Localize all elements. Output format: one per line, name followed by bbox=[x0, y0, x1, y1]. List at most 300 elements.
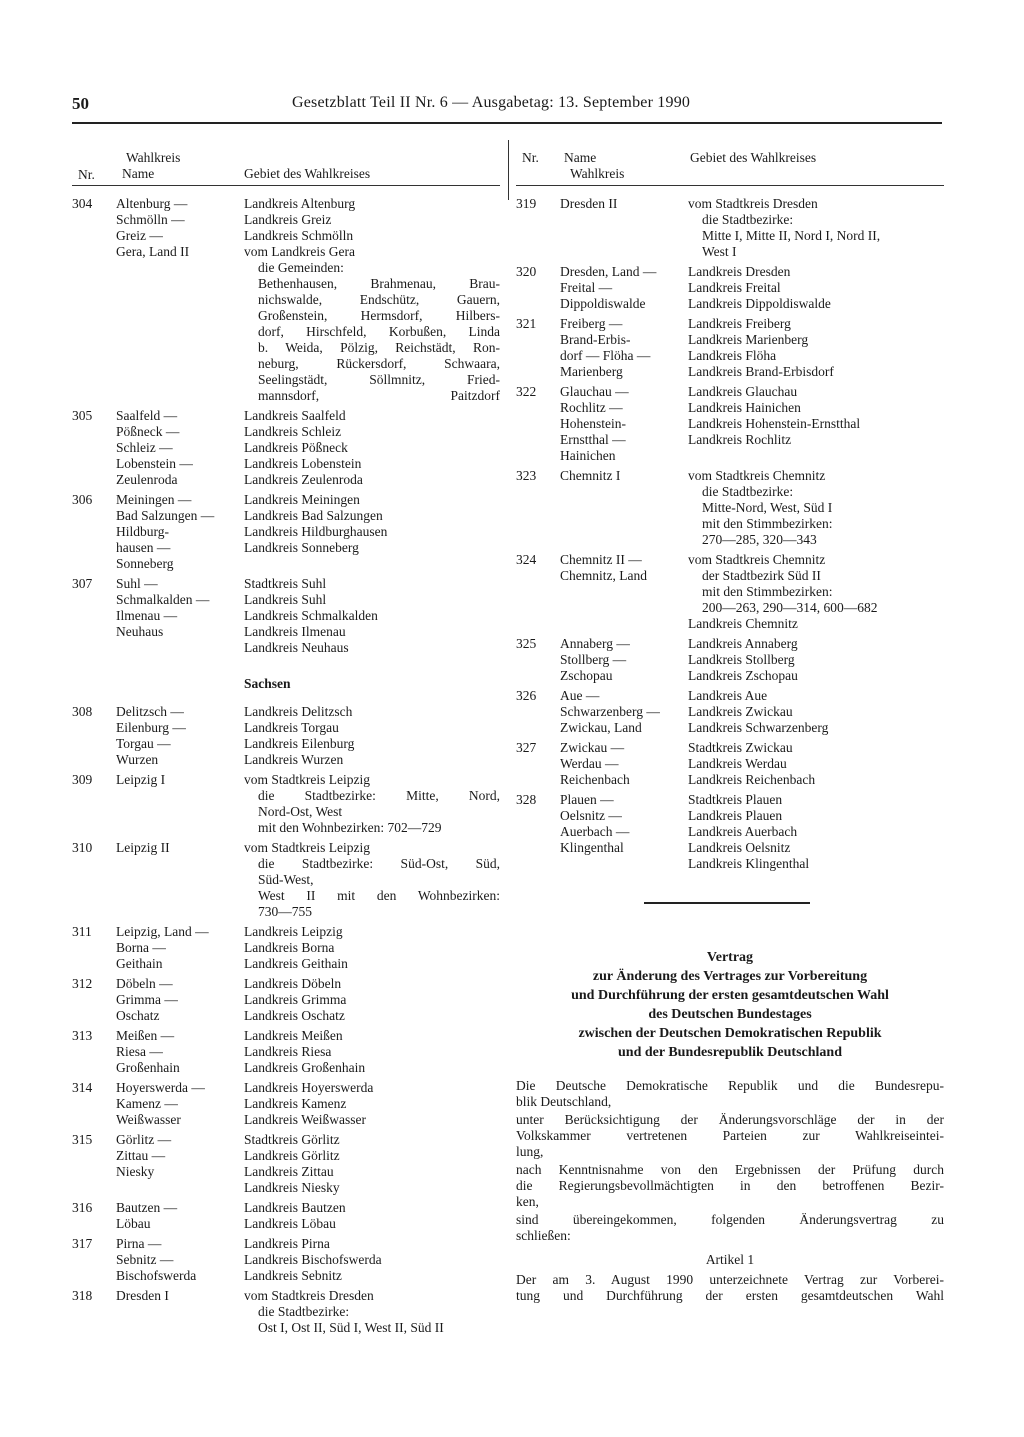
gebiet-line: Stadtkreis Görlitz bbox=[244, 1132, 340, 1147]
wahlkreis-line: Lobenstein — bbox=[116, 456, 193, 471]
gebiet-line: vom Stadtkreis Chemnitz bbox=[688, 468, 826, 483]
wahlkreis-line: Sonneberg bbox=[116, 556, 174, 571]
gebiet-line: Landkreis Werdau bbox=[688, 756, 787, 771]
gebiet-line: dorf, Hirschfeld, Korbußen, Linda bbox=[258, 324, 500, 339]
gebiet-line: die Stadtbezirke: bbox=[258, 1304, 350, 1319]
gebiet-line: Landkreis Hainichen bbox=[688, 400, 801, 415]
gebiet-text bbox=[244, 1080, 500, 1128]
gebiet-line: Landkreis Großenhain bbox=[244, 1060, 366, 1075]
gebiet-line: Landkreis Suhl bbox=[244, 592, 327, 607]
row-number: 308 bbox=[72, 704, 93, 719]
row-number: 313 bbox=[72, 1028, 93, 1043]
gebiet-line: Landkreis Chemnitz bbox=[688, 616, 798, 631]
gebiet-line: Landkreis Ilmenau bbox=[244, 624, 346, 639]
wahlkreis-line: Ernstthal — bbox=[560, 432, 626, 447]
gebiet-line: der Stadtbezirk Süd II bbox=[702, 568, 821, 583]
row-number: 323 bbox=[516, 468, 537, 483]
gebiet-text bbox=[688, 316, 944, 380]
table-row bbox=[516, 688, 944, 736]
gebiet-text bbox=[688, 384, 944, 464]
row-number: 307 bbox=[72, 576, 93, 591]
right-table-body bbox=[516, 186, 944, 872]
gebiet-line: mannsdorf, Paitzdorf bbox=[258, 388, 500, 403]
paragraph-line: schließen: bbox=[516, 1228, 571, 1243]
gebiet-line: Landkreis Dippoldiswalde bbox=[688, 296, 831, 311]
wahlkreis-line: Borna — bbox=[116, 940, 166, 955]
gebiet-line: Mitte I, Mitte II, Nord I, Nord II, bbox=[702, 228, 881, 243]
wahlkreis-line: Geithain bbox=[116, 956, 163, 971]
gebiet-line: Landkreis Görlitz bbox=[244, 1148, 340, 1163]
treaty-title-line: des Deutschen Bundestages bbox=[648, 1007, 812, 1022]
wahlkreis-line: Greiz — bbox=[116, 228, 163, 243]
wahlkreis-line: Dresden II bbox=[560, 196, 618, 211]
wahlkreis-name bbox=[116, 772, 244, 836]
wahlkreis-name bbox=[560, 384, 688, 464]
gebiet-line: Landkreis Weißwasser bbox=[244, 1112, 367, 1127]
table-row bbox=[72, 704, 500, 768]
table-row bbox=[72, 772, 500, 836]
row-number: 305 bbox=[72, 408, 93, 423]
gebiet-line: Landkreis Saalfeld bbox=[244, 408, 346, 423]
gebiet-line: Landkreis Bischofswerda bbox=[244, 1252, 382, 1267]
row-number: 321 bbox=[516, 316, 537, 331]
wahlkreis-name bbox=[116, 704, 244, 768]
wahlkreis-line: Suhl — bbox=[116, 576, 158, 591]
gebiet-line: Landkreis Schleiz bbox=[244, 424, 342, 439]
wahlkreis-line: Hoyerswerda — bbox=[116, 1080, 205, 1095]
wahlkreis-line: Werdau — bbox=[560, 756, 619, 771]
gebiet-line: Landkreis Altenburg bbox=[244, 196, 356, 211]
header-gebiet: Gebiet des Wahlkreises bbox=[244, 166, 371, 181]
table-row bbox=[516, 468, 944, 548]
table-row bbox=[72, 1236, 500, 1284]
gebiet-line: b. Weida, Pölzig, Reichstädt, Ron- bbox=[258, 340, 500, 355]
wahlkreis-line: Zwickau — bbox=[560, 740, 625, 755]
gebiet-line: Landkreis Rochlitz bbox=[688, 432, 792, 447]
wahlkreis-line: hausen — bbox=[116, 540, 171, 555]
gebiet-line: Landkreis Döbeln bbox=[244, 976, 342, 991]
paragraph-line: lung, bbox=[516, 1144, 544, 1159]
gebiet-text bbox=[244, 924, 500, 972]
wahlkreis-name bbox=[116, 1132, 244, 1196]
wahlkreis-line: Kamenz — bbox=[116, 1096, 178, 1111]
wahlkreis-line: Chemnitz I bbox=[560, 468, 621, 483]
wahlkreis-line: Torgau — bbox=[116, 736, 171, 751]
gebiet-line: Landkreis Geithain bbox=[244, 956, 348, 971]
header-wahlkreis: Wahlkreis bbox=[126, 150, 181, 165]
row-number: 320 bbox=[516, 264, 537, 279]
gebiet-line: Landkreis Plauen bbox=[688, 808, 783, 823]
header-nr: Nr. bbox=[78, 167, 95, 182]
table-row bbox=[72, 840, 500, 920]
wahlkreis-line: Dresden I bbox=[116, 1288, 169, 1303]
gebiet-line: vom Stadtkreis Leipzig bbox=[244, 840, 370, 855]
table-row bbox=[516, 264, 944, 312]
wahlkreis-line: Oschatz bbox=[116, 1008, 160, 1023]
wahlkreis-line: Pößneck — bbox=[116, 424, 180, 439]
wahlkreis-line: Döbeln — bbox=[116, 976, 173, 991]
preamble-paragraph bbox=[516, 1162, 944, 1210]
table-row bbox=[516, 316, 944, 380]
gebiet-line: Landkreis Greiz bbox=[244, 212, 332, 227]
table-row bbox=[516, 196, 944, 260]
row-number: 312 bbox=[72, 976, 93, 991]
wahlkreis-line: Aue — bbox=[560, 688, 600, 703]
gebiet-line: Landkreis Kamenz bbox=[244, 1096, 347, 1111]
gebiet-line: Landkreis Torgau bbox=[244, 720, 339, 735]
gebiet-line: Landkreis Wurzen bbox=[244, 752, 344, 767]
wahlkreis-name bbox=[560, 740, 688, 788]
header-nr: Nr. bbox=[522, 150, 539, 165]
wahlkreis-line: Annaberg — bbox=[560, 636, 630, 651]
treaty-title-line: Vertrag bbox=[706, 950, 754, 965]
row-number: 322 bbox=[516, 384, 537, 399]
page-header bbox=[72, 94, 942, 124]
gebiet-line: Landkreis Auerbach bbox=[688, 824, 798, 839]
header-name: Name bbox=[564, 150, 597, 165]
wahlkreis-name bbox=[560, 636, 688, 684]
gebiet-text bbox=[244, 492, 500, 572]
gebiet-line: Stadtkreis Zwickau bbox=[688, 740, 793, 755]
right-column bbox=[516, 145, 944, 1306]
row-number: 310 bbox=[72, 840, 93, 855]
gebiet-line: Landkreis Riesa bbox=[244, 1044, 332, 1059]
gebiet-line: Bethenhausen, Brahmenau, Brau- bbox=[258, 276, 500, 291]
wahlkreis-line: Reichenbach bbox=[560, 772, 630, 787]
gebiet-line: Landkreis Aue bbox=[688, 688, 768, 703]
column-separator bbox=[508, 140, 509, 200]
gebiet-line: Landkreis Annaberg bbox=[688, 636, 798, 651]
gebiet-line: mit den Wohnbezirken: 702—729 bbox=[258, 820, 442, 835]
gebiet-line: vom Stadtkreis Dresden bbox=[244, 1288, 374, 1303]
gebiet-text bbox=[688, 636, 944, 684]
gebiet-line: Landkreis Bautzen bbox=[244, 1200, 346, 1215]
wahlkreis-line: Hildburg- bbox=[116, 524, 169, 539]
wahlkreis-line: Zschopau bbox=[560, 668, 613, 683]
row-number: 327 bbox=[516, 740, 537, 755]
gebiet-line: die Stadtbezirke: bbox=[702, 212, 794, 227]
header-gebiet: Gebiet des Wahlkreises bbox=[690, 150, 817, 165]
header-name: Name bbox=[122, 166, 155, 181]
wahlkreis-line: Delitzsch — bbox=[116, 704, 184, 719]
table-row bbox=[72, 1080, 500, 1128]
paragraph-line: nach Kenntnisnahme von den Ergebnissen der Prüfung durch bbox=[516, 1162, 944, 1177]
gebiet-line: West I bbox=[702, 244, 737, 259]
wahlkreis-line: Weißwasser bbox=[116, 1112, 181, 1127]
wahlkreis-line: Stollberg — bbox=[560, 652, 627, 667]
gebiet-line: mit den Stimmbezirken: bbox=[702, 584, 833, 599]
wahlkreis-name bbox=[116, 1028, 244, 1076]
gebiet-text bbox=[244, 976, 500, 1024]
gebiet-line: Großenstein, Hermsdorf, Hilbers- bbox=[258, 308, 500, 323]
table-row bbox=[516, 384, 944, 464]
gebiet-line: Landkreis Marienberg bbox=[688, 332, 809, 347]
wahlkreis-line: Leipzig, Land — bbox=[116, 924, 209, 939]
gebiet-text bbox=[688, 196, 944, 260]
left-table-body bbox=[72, 186, 500, 656]
wahlkreis-name bbox=[116, 924, 244, 972]
section-heading-sachsen: Sachsen bbox=[244, 676, 291, 691]
gebiet-line: die Stadtbezirke: Mitte, Nord, bbox=[258, 788, 500, 803]
treaty-title-line: und Durchführung der ersten gesamtdeutschen Wahl bbox=[571, 988, 889, 1003]
gebiet-line: Landkreis Reichenbach bbox=[688, 772, 816, 787]
gebiet-line: Ost I, Ost II, Süd I, West II, Süd II bbox=[258, 1320, 444, 1335]
wahlkreis-name bbox=[116, 492, 244, 572]
wahlkreis-name bbox=[116, 1288, 244, 1336]
wahlkreis-line: Pirna — bbox=[116, 1236, 162, 1251]
wahlkreis-name bbox=[116, 1080, 244, 1128]
treaty-title-line: und der Bundesrepublik Deutschland bbox=[618, 1045, 842, 1060]
row-number: 311 bbox=[72, 924, 92, 939]
wahlkreis-line: Glauchau — bbox=[560, 384, 629, 399]
gebiet-line: Landkreis Brand-Erbisdorf bbox=[688, 364, 834, 379]
wahlkreis-line: Plauen — bbox=[560, 792, 614, 807]
treaty-title-line: zwischen der Deutschen Demokratischen Republik bbox=[578, 1026, 882, 1041]
divider-rule bbox=[644, 902, 810, 904]
gebiet-line: Landkreis Löbau bbox=[244, 1216, 336, 1231]
wahlkreis-name bbox=[116, 976, 244, 1024]
table-row bbox=[72, 1132, 500, 1196]
gebiet-line: Landkreis Hoyerswerda bbox=[244, 1080, 374, 1095]
row-number: 317 bbox=[72, 1236, 93, 1251]
gebiet-line: Landkreis Dresden bbox=[688, 264, 791, 279]
gebiet-text bbox=[244, 704, 500, 768]
gebiet-line: Landkreis Stollberg bbox=[688, 652, 795, 667]
wahlkreis-line: Neuhaus bbox=[116, 624, 164, 639]
gebiet-text bbox=[688, 264, 944, 312]
right-table-header bbox=[516, 145, 944, 186]
wahlkreis-name bbox=[560, 468, 688, 548]
paragraph-line: tung und Durchführung der ersten gesamtdeutschen Wahl bbox=[516, 1288, 944, 1303]
wahlkreis-name bbox=[116, 840, 244, 920]
wahlkreis-line: Leipzig I bbox=[116, 772, 166, 787]
wahlkreis-name bbox=[560, 316, 688, 380]
table-row bbox=[72, 924, 500, 972]
header-wahlkreis: Wahlkreis bbox=[570, 166, 625, 181]
gebiet-text bbox=[688, 688, 944, 736]
treaty-title bbox=[516, 948, 944, 1062]
paragraph-line: ken, bbox=[516, 1194, 539, 1209]
row-number: 326 bbox=[516, 688, 537, 703]
table-row bbox=[72, 576, 500, 656]
wahlkreis-line: Dresden, Land — bbox=[560, 264, 657, 279]
wahlkreis-line: Chemnitz, Land bbox=[560, 568, 647, 583]
wahlkreis-line: Hainichen bbox=[560, 448, 616, 463]
wahlkreis-line: Grimma — bbox=[116, 992, 178, 1007]
wahlkreis-line: Dippoldiswalde bbox=[560, 296, 646, 311]
article-heading: Artikel 1 bbox=[705, 1252, 755, 1267]
paragraph-line: die Regierungsbevollmächtigten in den betroffenen Bezir- bbox=[516, 1178, 944, 1193]
table-row bbox=[72, 196, 500, 404]
gebiet-line: Landkreis Niesky bbox=[244, 1180, 340, 1195]
table-row bbox=[516, 636, 944, 684]
paragraph-line: Der am 3. August 1990 unterzeichnete Vertrag zur Vorberei- bbox=[516, 1272, 944, 1287]
row-number: 314 bbox=[72, 1080, 93, 1095]
gebiet-text bbox=[244, 408, 500, 488]
wahlkreis-line: Wurzen bbox=[116, 752, 159, 767]
gebiet-line: die Stadtbezirke: Süd-Ost, Süd, bbox=[258, 856, 500, 871]
row-number: 304 bbox=[72, 196, 93, 211]
table-row bbox=[72, 1200, 500, 1232]
wahlkreis-line: Löbau bbox=[116, 1216, 151, 1231]
gebiet-line: Landkreis Hohenstein-Ernstthal bbox=[688, 416, 861, 431]
wahlkreis-line: Görlitz — bbox=[116, 1132, 172, 1147]
row-number: 315 bbox=[72, 1132, 93, 1147]
wahlkreis-line: Meiningen — bbox=[116, 492, 192, 507]
wahlkreis-line: Schmalkalden — bbox=[116, 592, 210, 607]
wahlkreis-line: Meißen — bbox=[116, 1028, 175, 1043]
table-row bbox=[72, 1028, 500, 1076]
gebiet-line: Landkreis Pirna bbox=[244, 1236, 330, 1251]
wahlkreis-line: Zeulenroda bbox=[116, 472, 178, 487]
wahlkreis-line: Freiberg — bbox=[560, 316, 623, 331]
gebiet-line: 270—285, 320—343 bbox=[702, 532, 817, 547]
treaty-preamble bbox=[516, 1078, 944, 1244]
header-title: Gesetzblatt Teil II Nr. 6 — Ausgabetag: 13. September 1990 bbox=[292, 94, 691, 111]
row-number: 325 bbox=[516, 636, 537, 651]
wahlkreis-line: Chemnitz II — bbox=[560, 552, 642, 567]
wahlkreis-name bbox=[560, 792, 688, 872]
gebiet-line: Landkreis Glauchau bbox=[688, 384, 798, 399]
row-number: 324 bbox=[516, 552, 537, 567]
gebiet-line: Landkreis Zittau bbox=[244, 1164, 334, 1179]
wahlkreis-name bbox=[116, 408, 244, 488]
row-number: 328 bbox=[516, 792, 537, 807]
gebiet-text bbox=[244, 1028, 500, 1076]
wahlkreis-line: Ilmenau — bbox=[116, 608, 178, 623]
gebiet-line: Landkreis Grimma bbox=[244, 992, 347, 1007]
wahlkreis-line: Klingenthal bbox=[560, 840, 624, 855]
gebiet-line: 200—263, 290—314, 600—682 bbox=[702, 600, 878, 615]
wahlkreis-line: Bautzen — bbox=[116, 1200, 178, 1215]
gebiet-text bbox=[688, 468, 944, 548]
gebiet-line: Stadtkreis Suhl bbox=[244, 576, 327, 591]
wahlkreis-line: Bischofswerda bbox=[116, 1268, 197, 1283]
gebiet-line: Landkreis Sebnitz bbox=[244, 1268, 342, 1283]
paragraph-line: sind übereingekommen, folgenden Änderungsvertrag zu bbox=[516, 1212, 944, 1227]
gebiet-line: Landkreis Neuhaus bbox=[244, 640, 349, 655]
gebiet-text bbox=[244, 576, 500, 656]
paragraph-line: Volkskammer vertretenen Parteien zur Wahlkreiseintei- bbox=[516, 1128, 944, 1143]
left-table-body-sachsen bbox=[72, 704, 500, 1336]
gebiet-text bbox=[244, 1132, 500, 1196]
wahlkreis-line: Schwarzenberg — bbox=[560, 704, 660, 719]
wahlkreis-line: Auerbach — bbox=[560, 824, 630, 839]
gebiet-line: Landkreis Pößneck bbox=[244, 440, 348, 455]
gebiet-line: Landkreis Zwickau bbox=[688, 704, 793, 719]
row-number: 319 bbox=[516, 196, 537, 211]
gebiet-line: Landkreis Lobenstein bbox=[244, 456, 362, 471]
wahlkreis-line: Zittau — bbox=[116, 1148, 166, 1163]
gebiet-line: Landkreis Freiberg bbox=[688, 316, 791, 331]
gebiet-line: Landkreis Meißen bbox=[244, 1028, 343, 1043]
paragraph-line: unter Berücksichtigung der Änderungsvorschläge der in der bbox=[516, 1112, 944, 1127]
gebiet-line: die Gemeinden: bbox=[258, 260, 344, 275]
gebiet-line: Landkreis Klingenthal bbox=[688, 856, 810, 871]
wahlkreis-name bbox=[560, 552, 688, 632]
article-text bbox=[516, 1272, 944, 1304]
gebiet-line: Süd-West, bbox=[258, 872, 314, 887]
wahlkreis-line: Zwickau, Land bbox=[560, 720, 642, 735]
gebiet-line: Landkreis Eilenburg bbox=[244, 736, 355, 751]
wahlkreis-name bbox=[560, 264, 688, 312]
wahlkreis-line: Großenhain bbox=[116, 1060, 180, 1075]
gebiet-line: Landkreis Freital bbox=[688, 280, 781, 295]
gebiet-line: vom Landkreis Gera bbox=[244, 244, 355, 259]
gebiet-line: mit den Stimmbezirken: bbox=[702, 516, 833, 531]
gebiet-line: vom Stadtkreis Chemnitz bbox=[688, 552, 826, 567]
gebiet-line: Landkreis Schmölln bbox=[244, 228, 354, 243]
gebiet-line: 730—755 bbox=[258, 904, 312, 919]
wahlkreis-line: Altenburg — bbox=[116, 196, 188, 211]
left-column bbox=[72, 145, 500, 1340]
wahlkreis-line: Marienberg bbox=[560, 364, 623, 379]
wahlkreis-line: Leipzig II bbox=[116, 840, 170, 855]
table-row bbox=[516, 552, 944, 632]
gebiet-text bbox=[244, 196, 500, 404]
gebiet-text bbox=[244, 772, 500, 836]
gebiet-line: Landkreis Zschopau bbox=[688, 668, 798, 683]
table-row bbox=[72, 492, 500, 572]
gebiet-line: Nord-Ost, West bbox=[258, 804, 343, 819]
row-number: 309 bbox=[72, 772, 93, 787]
gebiet-line: die Stadtbezirke: bbox=[702, 484, 794, 499]
gebiet-line: Landkreis Borna bbox=[244, 940, 335, 955]
gebiet-text bbox=[244, 1288, 500, 1336]
gebiet-line: neburg, Rückersdorf, Schwaara, bbox=[258, 356, 500, 371]
gebiet-text bbox=[244, 1236, 500, 1284]
table-row bbox=[516, 792, 944, 872]
gebiet-line: Landkreis Flöha bbox=[688, 348, 777, 363]
table-row bbox=[516, 740, 944, 788]
wahlkreis-line: Freital — bbox=[560, 280, 613, 295]
wahlkreis-line: Bad Salzungen — bbox=[116, 508, 215, 523]
gebiet-text bbox=[688, 792, 944, 872]
wahlkreis-line: Saalfeld — bbox=[116, 408, 178, 423]
gebiet-text bbox=[244, 1200, 500, 1232]
wahlkreis-line: Eilenburg — bbox=[116, 720, 186, 735]
gebiet-line: vom Stadtkreis Dresden bbox=[688, 196, 818, 211]
paragraph-line: blik Deutschland, bbox=[516, 1094, 612, 1109]
wahlkreis-line: dorf — Flöha — bbox=[560, 348, 651, 363]
page-number: 50 bbox=[72, 94, 89, 113]
gebiet-line: Mitte-Nord, West, Süd I bbox=[702, 500, 833, 515]
wahlkreis-line: Hohenstein- bbox=[560, 416, 626, 431]
wahlkreis-name bbox=[116, 576, 244, 656]
wahlkreis-line: Sebnitz — bbox=[116, 1252, 174, 1267]
preamble-paragraph bbox=[516, 1112, 944, 1160]
gebiet-line: Landkreis Delitzsch bbox=[244, 704, 353, 719]
wahlkreis-name bbox=[560, 196, 688, 260]
preamble-paragraph bbox=[516, 1078, 944, 1110]
gebiet-line: Landkreis Bad Salzungen bbox=[244, 508, 383, 523]
gebiet-line: Landkreis Oschatz bbox=[244, 1008, 345, 1023]
wahlkreis-line: Gera, Land II bbox=[116, 244, 190, 259]
wahlkreis-line: Riesa — bbox=[116, 1044, 163, 1059]
gebiet-line: Stadtkreis Plauen bbox=[688, 792, 783, 807]
wahlkreis-name bbox=[116, 1200, 244, 1232]
wahlkreis-name bbox=[560, 688, 688, 736]
table-row bbox=[72, 1288, 500, 1336]
gebiet-text bbox=[244, 840, 500, 920]
paragraph-line: Die Deutsche Demokratische Republik und die Bundesrepu- bbox=[516, 1078, 944, 1093]
row-number: 318 bbox=[72, 1288, 93, 1303]
wahlkreis-line: Schleiz — bbox=[116, 440, 173, 455]
gebiet-line: Landkreis Leipzig bbox=[244, 924, 343, 939]
gebiet-line: nichswalde, Endschütz, Gauern, bbox=[258, 292, 500, 307]
gebiet-line: Landkreis Zeulenroda bbox=[244, 472, 363, 487]
wahlkreis-line: Rochlitz — bbox=[560, 400, 623, 415]
